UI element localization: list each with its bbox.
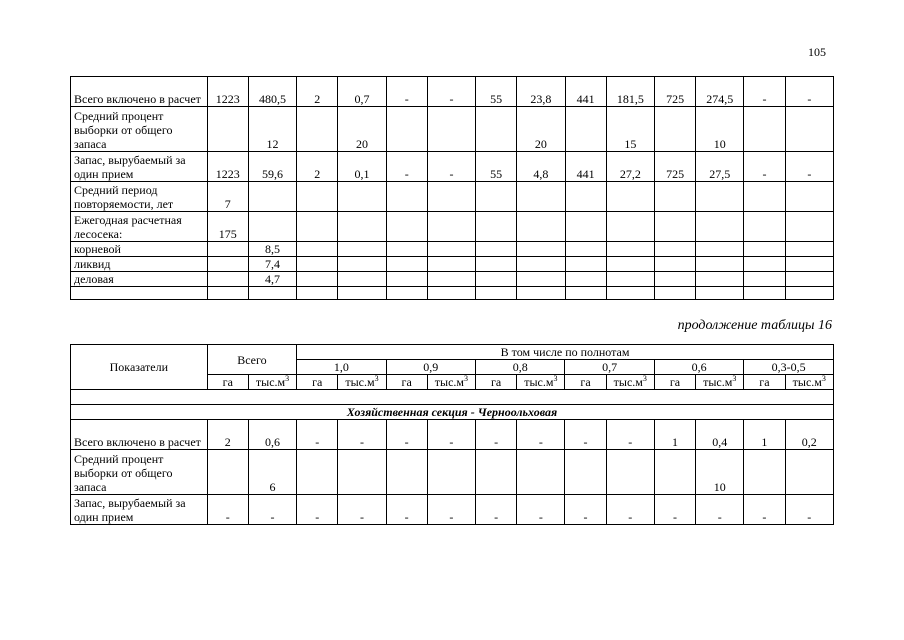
table-cell	[565, 287, 606, 300]
table-row	[71, 420, 834, 450]
table-cell: -	[248, 495, 296, 525]
table-cell	[654, 272, 695, 287]
header-unit-volume: $тыс.м^3$	[606, 375, 654, 390]
table-cell: 441	[565, 152, 606, 182]
table-cell: 15	[606, 107, 654, 152]
table-cell: 274,5	[696, 77, 744, 107]
table-cell: 175	[207, 212, 248, 242]
table-cell	[386, 212, 427, 242]
table-cell	[696, 257, 744, 272]
table-cell	[297, 287, 338, 300]
table-cell: -	[297, 495, 338, 525]
table-cell	[386, 450, 427, 495]
table-row	[71, 287, 834, 300]
table-cell: 4,8	[517, 152, 565, 182]
row-label: деловая	[71, 272, 208, 287]
table-cell: -	[386, 420, 427, 450]
table-cell: -	[785, 77, 833, 107]
table-cell	[696, 242, 744, 257]
table-caption: продолжение таблицы 16	[677, 318, 832, 333]
header-unit-volume: $тыс.м^3$	[517, 375, 565, 390]
table-cell	[785, 257, 833, 272]
table-cell: 59,6	[248, 152, 296, 182]
table-cell: 480,5	[248, 77, 296, 107]
table-row	[71, 107, 834, 152]
table-cell	[696, 287, 744, 300]
top-table	[70, 76, 834, 300]
row-label: корневой	[71, 242, 208, 257]
table-cell: -	[427, 420, 475, 450]
table-cell: 20	[517, 107, 565, 152]
table-cell: -	[338, 495, 386, 525]
table-cell	[297, 212, 338, 242]
table-cell: 27,5	[696, 152, 744, 182]
table-cell: 4,7	[248, 272, 296, 287]
table-cell	[654, 107, 695, 152]
table-cell	[476, 272, 517, 287]
table-cell: 55	[476, 152, 517, 182]
table-cell	[297, 257, 338, 272]
header-total: Всего	[207, 345, 296, 375]
table-cell: -	[476, 495, 517, 525]
table-cell	[606, 450, 654, 495]
table-cell: -	[427, 77, 475, 107]
table-cell: 6	[248, 450, 296, 495]
table-cell	[785, 182, 833, 212]
table-cell: -	[386, 152, 427, 182]
table-cell	[476, 212, 517, 242]
table-cell: 1223	[207, 77, 248, 107]
table-cell	[606, 182, 654, 212]
table-cell	[744, 242, 785, 257]
header-unit-ha: га	[476, 375, 517, 390]
header-row-1	[71, 345, 834, 360]
table-cell	[386, 182, 427, 212]
table-cell	[517, 257, 565, 272]
table-cell	[744, 182, 785, 212]
header-unit-ha: га	[565, 375, 606, 390]
table-cell	[517, 212, 565, 242]
table-cell	[696, 182, 744, 212]
table-cell: 55	[476, 77, 517, 107]
table-cell: 1223	[207, 152, 248, 182]
table-cell: -	[696, 495, 744, 525]
page-number: 105	[808, 45, 826, 59]
table-cell: -	[744, 77, 785, 107]
table-cell	[517, 450, 565, 495]
bottom-table	[70, 344, 834, 525]
table-cell: -	[517, 420, 565, 450]
table-cell: 1	[654, 420, 695, 450]
header-density: 0,3-0,5	[744, 360, 834, 375]
table-cell	[785, 287, 833, 300]
header-unit-volume: $тыс.м^3$	[427, 375, 475, 390]
table-cell	[207, 287, 248, 300]
table-cell	[517, 182, 565, 212]
table-cell	[386, 242, 427, 257]
table-cell: 181,5	[606, 77, 654, 107]
table-cell: 0,7	[338, 77, 386, 107]
table-cell: 10	[696, 107, 744, 152]
table-cell	[427, 287, 475, 300]
table-cell	[654, 257, 695, 272]
table-cell	[476, 450, 517, 495]
table-cell: -	[517, 495, 565, 525]
table-cell: 12	[248, 107, 296, 152]
table-cell	[785, 450, 833, 495]
table-cell	[338, 287, 386, 300]
row-label: ликвид	[71, 257, 208, 272]
table-cell	[427, 182, 475, 212]
table-cell	[696, 272, 744, 287]
header-density-group: В том числе по полнотам	[297, 345, 834, 360]
table-cell: 20	[338, 107, 386, 152]
table-cell: -	[565, 420, 606, 450]
table-cell	[517, 272, 565, 287]
table-cell: 7	[207, 182, 248, 212]
table-cell	[476, 107, 517, 152]
table-cell	[744, 287, 785, 300]
table-cell	[565, 450, 606, 495]
header-unit-ha: га	[654, 375, 695, 390]
section-row	[71, 405, 834, 420]
row-label: Средний процент выборки от общего запаса	[71, 107, 208, 152]
table-cell: -	[606, 420, 654, 450]
header-density: 0,9	[386, 360, 475, 375]
table-cell	[476, 242, 517, 257]
table-cell	[338, 212, 386, 242]
table-cell	[338, 242, 386, 257]
table-cell	[338, 272, 386, 287]
table-cell	[606, 212, 654, 242]
table-cell: -	[386, 495, 427, 525]
row-label: Всего включено в расчет	[71, 77, 208, 107]
table-cell	[606, 272, 654, 287]
table-cell	[654, 287, 695, 300]
table-cell	[207, 107, 248, 152]
table-cell	[248, 182, 296, 212]
table-cell	[785, 242, 833, 257]
table-cell	[606, 287, 654, 300]
table-cell	[297, 182, 338, 212]
table-row	[71, 212, 834, 242]
row-label	[71, 287, 208, 300]
table-cell	[785, 212, 833, 242]
table-cell	[654, 182, 695, 212]
table-row	[71, 257, 834, 272]
row-label: Средний процент выборки от общего запаса	[71, 450, 208, 495]
header-density: 0,8	[476, 360, 565, 375]
table-cell	[338, 182, 386, 212]
table-cell	[207, 272, 248, 287]
table-cell	[476, 287, 517, 300]
row-label: Запас, вырубаемый за один прием	[71, 152, 208, 182]
table-row	[71, 152, 834, 182]
table-cell	[427, 107, 475, 152]
table-cell: 0,1	[338, 152, 386, 182]
table-cell	[427, 242, 475, 257]
header-indicators: Показатели	[71, 345, 208, 390]
table-cell	[207, 257, 248, 272]
table-cell	[248, 287, 296, 300]
table-cell	[744, 212, 785, 242]
table-row	[71, 77, 834, 107]
table-cell	[386, 287, 427, 300]
table-cell	[297, 450, 338, 495]
table-cell: 27,2	[606, 152, 654, 182]
table-cell: -	[654, 495, 695, 525]
table-cell	[744, 107, 785, 152]
table-cell: 23,8	[517, 77, 565, 107]
table-cell	[785, 107, 833, 152]
table-cell	[565, 242, 606, 257]
table-row	[71, 272, 834, 287]
table-cell: 441	[565, 77, 606, 107]
table-cell	[386, 257, 427, 272]
table-cell	[297, 242, 338, 257]
table-cell: -	[427, 152, 475, 182]
table-cell	[517, 242, 565, 257]
header-density: 0,7	[565, 360, 654, 375]
section-title: Хозяйственная секция - Черноольховая	[71, 405, 834, 420]
table-cell	[207, 242, 248, 257]
table-cell: 10	[696, 450, 744, 495]
table-cell: 0,6	[248, 420, 296, 450]
table-cell: -	[338, 420, 386, 450]
table-cell	[565, 212, 606, 242]
row-label: Средний период повторяемости, лет	[71, 182, 208, 212]
header-density: 0,6	[654, 360, 743, 375]
table-cell	[476, 182, 517, 212]
table-cell	[565, 107, 606, 152]
header-unit-volume: $тыс.м^3$	[696, 375, 744, 390]
table-cell: 2	[297, 152, 338, 182]
table-cell: 0,4	[696, 420, 744, 450]
table-cell: -	[207, 495, 248, 525]
table-row	[71, 242, 834, 257]
table-cell	[785, 272, 833, 287]
table-cell	[338, 450, 386, 495]
table-cell: 7,4	[248, 257, 296, 272]
header-unit-volume: $тыс.м^3$	[338, 375, 386, 390]
table-cell: -	[386, 77, 427, 107]
table-cell	[696, 212, 744, 242]
table-cell: -	[606, 495, 654, 525]
table-cell: -	[785, 495, 833, 525]
table-cell	[654, 242, 695, 257]
table-cell: -	[744, 152, 785, 182]
row-label: Всего включено в расчет	[71, 420, 208, 450]
table-row	[71, 182, 834, 212]
table-cell: -	[744, 495, 785, 525]
table-cell	[427, 450, 475, 495]
blank-row	[71, 390, 834, 405]
table-cell	[386, 272, 427, 287]
table-cell	[565, 182, 606, 212]
table-cell: 8,5	[248, 242, 296, 257]
table-cell	[427, 257, 475, 272]
header-unit-ha: га	[744, 375, 785, 390]
row-label: Ежегодная расчетная лесосека:	[71, 212, 208, 242]
header-unit-volume: $тыс.м^3$	[248, 375, 296, 390]
table-cell: 725	[654, 152, 695, 182]
table-cell	[517, 287, 565, 300]
table-cell: 2	[207, 420, 248, 450]
table-cell	[606, 257, 654, 272]
table-cell	[338, 257, 386, 272]
table-cell: -	[476, 420, 517, 450]
table-cell: -	[785, 152, 833, 182]
table-cell	[476, 257, 517, 272]
table-cell: 725	[654, 77, 695, 107]
table-cell: -	[427, 495, 475, 525]
header-unit-ha: га	[207, 375, 248, 390]
table-cell	[427, 272, 475, 287]
table-cell: -	[297, 420, 338, 450]
table-cell	[654, 212, 695, 242]
header-unit-volume: $тыс.м^3$	[785, 375, 833, 390]
table-cell	[606, 242, 654, 257]
table-cell	[297, 107, 338, 152]
table-row	[71, 450, 834, 495]
table-cell	[654, 450, 695, 495]
table-cell: -	[565, 495, 606, 525]
table-row	[71, 495, 834, 525]
table-cell	[427, 212, 475, 242]
table-cell	[248, 212, 296, 242]
header-unit-ha: га	[386, 375, 427, 390]
table-cell: 1	[744, 420, 785, 450]
header-density: 1,0	[297, 360, 386, 375]
row-label: Запас, вырубаемый за один прием	[71, 495, 208, 525]
table-cell: 0,2	[785, 420, 833, 450]
table-cell	[744, 257, 785, 272]
header-unit-ha: га	[297, 375, 338, 390]
table-cell	[744, 450, 785, 495]
table-cell	[565, 257, 606, 272]
table-cell	[744, 272, 785, 287]
table-cell	[386, 107, 427, 152]
table-cell	[207, 450, 248, 495]
table-cell	[297, 272, 338, 287]
table-cell	[565, 272, 606, 287]
table-cell: 2	[297, 77, 338, 107]
